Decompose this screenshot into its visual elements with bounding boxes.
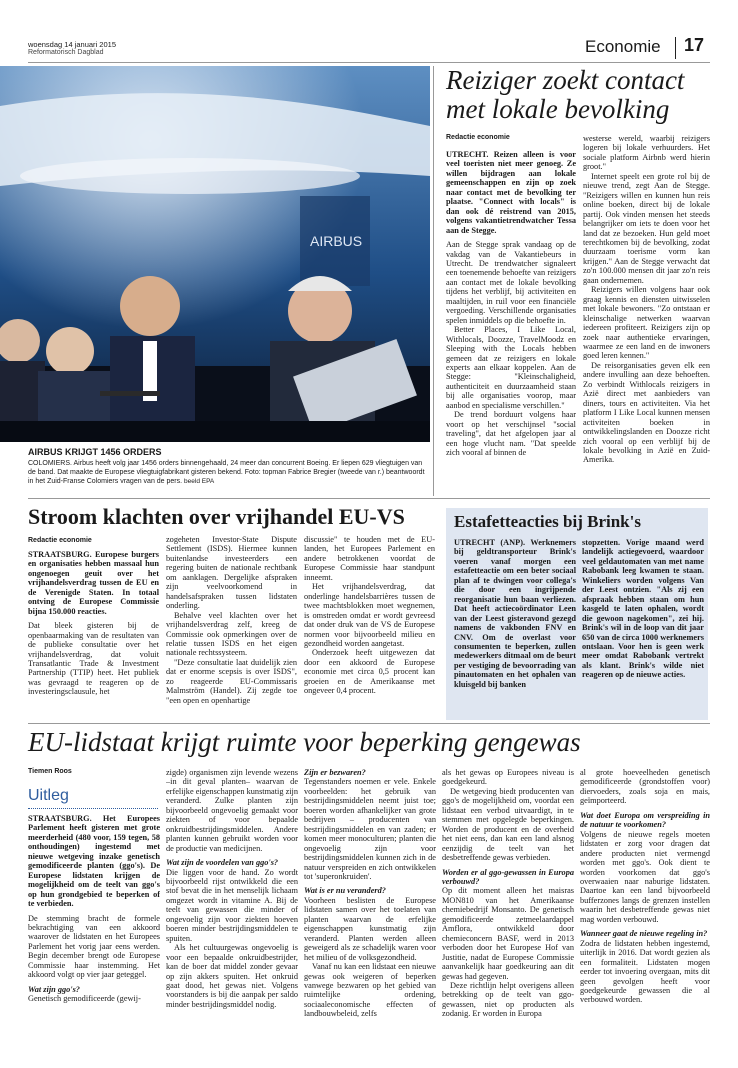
article-1-lead: UTRECHT. Reizen alleen is voor veel toeristen niet meer genoeg. Ze willen bijdragen aan lokale gemeenschappen en zijn op zoek naar contact met de bevolking ter plaatse. "Connect with locals" is dan ook dé reistrend van 2015, volgens vakantietrendwatcher Tessa aan de Stegge. bbox=[446, 150, 576, 235]
article-3-col-1 bbox=[454, 538, 576, 716]
article-1-paragraph: Better Places, I Like Local, Withlocals, Doozze, TravelMoodz en Sleeping with the Locals hebben gemeen dat ze reizigers en lokale experts aan elkaar koppelen. Aan de Stegge: "Kleinschaligheid, authenticiteit en duurzaamheid staan bij alle organisaties voorop, maar aanbod en specialisme verschillen." bbox=[446, 325, 576, 410]
article-2-paragraph: Het vrijhandelsverdrag, dat onderlinge handelsbarrières tussen de twee machtsblokken moet wegnemen, is omstreden omdat er wordt gevreesd dat onder druk van de VS de Europese normen voor bijvoorbeeld milieu en gezondheid worden aangetast. bbox=[304, 582, 435, 648]
page-number: 17 bbox=[684, 35, 705, 55]
article-2-col-2 bbox=[166, 535, 297, 715]
header-rule bbox=[28, 62, 710, 63]
kicker-rule bbox=[28, 808, 158, 809]
article-3-paragraph: stopzetten. Vorige maand werd landelijk actiegevoerd, waardoor veel geldautomaten van met name Rabobank leeg kwamen te staan. Winkeliers worden volgens Van der Leest ontzien. "Als zij een afspraak hebben staan om hun kasgeld te laten ophalen, wordt die gewoon nagekomen", zei hij. Brink's wil in de loop van dit jaar 650 van de circa 1000 werknemers ontslaan. Voor hen is geen werk meer omdat Rabobank vertrekt als klant. Brink's wilde niet reageren op de nieuwe acties. bbox=[582, 538, 704, 680]
article-2-paragraph: Onderzoek heeft uitgewezen dat door een akkoord de Europese economie met circa 0,5 procent kan groeien en de Amerikaanse met ongeveer 0,4 procent. bbox=[304, 648, 435, 696]
issue-date: woensdag 14 januari 2015 bbox=[28, 40, 116, 49]
article-1-paragraph: Internet speelt een grote rol bij de nieuwe trend, zegt Aan de Stegge. "Reizigers willen en kunnen hun reis online boeken, direct bij de lokale partij. Ook vinden mensen het steeds belangrijker om iets te doen voor het land dat ze bezoeken. Hun geld moet terechtkomen bij de bevolking, zodat duurzaam toerisme vorm kan krijgen." Aan de Stegge verwacht dat zo'n 100.000 mensen dit jaar zo'n reis gaan ondernemen. bbox=[583, 171, 710, 285]
article-1-headline: Reiziger zoekt contact met lokale bevolking bbox=[446, 65, 685, 124]
article-4-question: Worden er al ggo-gewassen in Europa verbouwd? bbox=[442, 867, 574, 886]
article-3-headline: Estafetteacties bij Brink's bbox=[454, 512, 641, 531]
article-2-byline: Redactie economie bbox=[28, 537, 92, 544]
article-1-col-2 bbox=[583, 134, 710, 490]
article-4-paragraph: Deze richtlijn helpt overigens alleen betrekking op de teelt van ggo-gewassen, niet op producten als zodanig. Er worden in Europa bbox=[442, 980, 574, 1019]
article-4-paragraph: De wetgeving biedt producenten van ggo's de mogelijkheid om, voordat een lidstaat een verbod uitvaardigt, in te stemmen met opgelegde beperkingen. Worden de producent en de overheid het niet eens, dan kan een land alsnog eenzijdig de teelt van het desbetreffende gewas verbieden. bbox=[442, 786, 574, 863]
photo-caption bbox=[28, 460, 428, 486]
article-2-paragraph: Behalve veel klachten over het vrijhandelsverdrag zelf, kreeg de Commissie ook opmerkingen over de relatie tussen ISDS en het eigen nationale rechtssysteem. bbox=[166, 610, 297, 658]
article-4-paragraph: Die liggen voor de hand. Zo wordt bijvoorbeeld rijst ontwikkeld die een stof bevat die in het menselijk lichaam omgezet wordt in vitamine A. Bij de teelt van gewassen die minder of ongevoelig zijn voor ziekten hoeven boeren minder bestrijdingsmiddelen te spuiten. bbox=[166, 867, 298, 943]
article-4-question: Wat zijn ggo's? bbox=[28, 984, 80, 994]
article-4-paragraph: als het gewas op Europees niveau is goedgekeurd. bbox=[442, 768, 574, 787]
article-4-col-3 bbox=[304, 768, 436, 1064]
article-4-question: Wanneer gaat de nieuwe regeling in? bbox=[580, 929, 708, 939]
article-4-question: Zijn er bezwaren? bbox=[304, 768, 366, 777]
article-4-paragraph: Op dit moment alleen het maisras MON810 van het Amerikaanse chemiebedrijf Monsanto. De genetisch gemodificeerde zetmeelaardappel Amflora, ontwikkeld door chemieconcern BASF, werd in 2013 verboden door het Europese Hof van Justitie, nadat de Europese Commissie aanvankelijk haar goedkeuring aan dit gewas had gegeven. bbox=[442, 886, 574, 981]
article-2-paragraph: "Deze consultatie laat duidelijk zien dat er enorme scepsis is over ISDS", zo reageerde EU-Commissaris Malmström (Handel). Zij zegde toe "een open en openhartige bbox=[166, 657, 297, 705]
article-1-paragraph: De reisorganisaties geven elk een andere invulling aan deze behoeften. Zo verbindt Withlocals reizigers in Azië direct met aanbieders van diners, tours en activiteiten. Via het platform I Like Local kunnen mensen activiteiten boeken in ontwikkelingslanden en Doozze richt zich vooral op een verblijf bij de lokale bevolking in Azië en Zuid-Amerika. bbox=[583, 360, 710, 465]
article-2-paragraph: Dat bleek gisteren bij de openbaarmaking van de resultaten van de publieke consultatie over het vrijhandelsverdrag, dat voluit Transatlantic Trade & Investment Partnership (TTIP) heet. Het publiek was gevraagd te reageren op de investeringsclausule, het bbox=[28, 621, 159, 697]
photo-caption-title: AIRBUS KRIJGT 1456 ORDERS bbox=[28, 447, 162, 457]
article-4-question: Wat doet Europa om verspreiding in de natuur te voorkomen? bbox=[580, 810, 710, 830]
article-2-col-3 bbox=[304, 535, 435, 715]
article-4-byline: Tiemen Roos bbox=[28, 768, 72, 775]
article-4-col-5 bbox=[580, 768, 710, 1064]
article-2-paragraph: zogeheten Investor-State Dispute Settlement (ISDS). Hiermee kunnen buitenlandse investeerders een regering buiten de nationale rechtbank om aanklagen. Dergelijke afspraken zijn veelvoorkomend in handelsafspraken tussen lidstaten onderling. bbox=[166, 535, 297, 611]
article-4-col-2 bbox=[166, 768, 298, 1064]
article-1-paragraph: Aan de Stegge sprak vandaag op de vakdag van de Vakantiebeurs in Utrecht. De trendwatcher signaleert een toenemende behoefte van reizigers aan contact met de lokale bevolking tijdens het verblijf, bij activiteiten en maaltijden, in ruil voor een financiële vergoeding. Verschillende organisaties spelen inmiddels op die behoefte in. bbox=[446, 240, 576, 325]
article-4-headline: EU-lidstaat krijgt ruimte voor beperking gengewas bbox=[28, 727, 581, 757]
column-rule bbox=[433, 66, 434, 496]
photo-illustration bbox=[0, 66, 430, 442]
article-4-question: Wat is er nu veranderd? bbox=[304, 886, 386, 896]
article-4-paragraph: Genetisch gemodificeerde (gewij- bbox=[28, 994, 141, 1004]
article-4-paragraph: Vanaf nu kan een lidstaat een nieuwe gewas ook weigeren of beperken vanwege bezwaren op het gebied van ruimtelijke ordening, sociaaleconomische effecten of landbouwbeleid, zelfs bbox=[304, 962, 436, 1019]
article-4-paragraph: Tegenstanders noemen er vele. Enkele voorbeelden: het gebruik van bestrijdingsmiddelen neemt juist toe; boeren worden afhankelijker van grote bedrijven – producenten van bestrijdingsmiddelen en van zaden; er komen meer monoculturen; planten die ongevoelig zijn voor bestrijdingsmiddelen kunnen zich in de natuur verspreiden en zich ontwikkelen tot 'superonkruiden'. bbox=[304, 777, 436, 881]
article-4-lead: STRAATSBURG. Het Europees Parlement heeft gisteren met grote meerderheid (480 voor, 159 tegen, 58 onthoudingen) ingestemd met nieuwe wetgeving inzake genetisch gemodificeerde planten (ggo's). De Europese lidstaten krijgen de mogelijkheid om de teelt van ggo's op hun grondgebied te beperken of te verbieden. bbox=[28, 814, 160, 909]
airbus-logo-text: AIRBUS bbox=[310, 233, 363, 249]
section-rule bbox=[28, 723, 710, 724]
photo-credit: beeld EPA bbox=[184, 477, 215, 485]
article-1-byline: Redactie economie bbox=[446, 134, 510, 141]
press-conference-photo bbox=[0, 66, 430, 442]
article-2-col-1 bbox=[28, 550, 159, 715]
article-1-paragraph: De trend borduurt volgens haar voort op het verschijnsel "social traveling", dat het afgelopen jaar al een hoge vlucht nam. "Dat speelde zich vooral af binnen de bbox=[446, 410, 576, 458]
article-4-paragraph: Volgens de nieuwe regels moeten lidstaten er zorg voor dragen dat andere producten niet vermengd worden met ggo's. Ook dient te worden voorkomen dat ggo's overwaaien naar naburige lidstaten. Daartoe kan een land bijvoorbeeld bufferzones langs de grenzen instellen waarin het desbetreffende gewas niet mag worden verbouwd. bbox=[580, 829, 710, 924]
article-1-paragraph: westerse wereld, waarbij reizigers logeren bij lokale verhuurders. Het sociale platform Airbnb werd hierin groot." bbox=[583, 134, 710, 172]
article-2-lead: STRAATSBURG. Europese burgers en organisaties hebben massaal hun ongenoegen geuit over het vrijhandelsverdrag tussen de EU en de Verenigde Staten. In totaal ontving de Europese Commissie bijna 150.000 reacties. bbox=[28, 550, 159, 616]
section-rule bbox=[28, 498, 710, 499]
article-4-paragraph: Voorheen beslisten de Europese lidstaten samen over het toelaten van planten waarvan de erfelijke eigenschappen kunstmatig zijn veranderd. Planten werden alleen geweigerd als ze schadelijk waren voor het milieu of de volksgezondheid. bbox=[304, 895, 436, 962]
article-4-col-1 bbox=[28, 814, 160, 1064]
article-2-paragraph: discussie" te houden met de EU-landen, het Europees Parlement en andere betrokkenen voordat de Europese Commissie haar standpunt inneemt. bbox=[304, 535, 435, 582]
photo-caption-body: COLOMIERS. Airbus heeft volg jaar 1456 orders binnengehaald, 24 meer dan concurrent Boeing. Er liepen 629 vliegtuigen van de band. Dat maakte de Europese vliegtuigfabrikant gisteren bekend. Foto: topman Fabrice Bregier (tweede van r.) beantwoordt in het Zuid-Franse Colomiers vragen van de pers. bbox=[28, 460, 425, 485]
article-4-col-4 bbox=[442, 768, 574, 1064]
paper-name: Reformatorisch Dagblad bbox=[28, 49, 104, 56]
article-4-question: Wat zijn de voordelen van ggo's? bbox=[166, 858, 279, 868]
article-3-col-2 bbox=[582, 538, 704, 716]
article-4-paragraph: Als het cultuurgewas ongevoelig is voor een bepaalde onkruidbestrijder, kan de boer dat middel zonder gevaar op zijn akkers spuiten. Het onkruid gaat dood, het gewas niet. Volgens voorstanders is bij die aanpak per saldo minder bestrijdingsmiddel nodig. bbox=[166, 943, 298, 1009]
article-1-paragraph: Reizigers willen volgens haar ook graag kennis en diensten uitwisselen met lokale bewoners. "Zo ontstaan er kleinschalige netwerken waarvan iedereen profiteert. Reizigers zijn op zoek naar authentieke ervaringen, waarmee ze een land en de inwoners goed leren kennen." bbox=[583, 285, 710, 361]
article-4-paragraph: zigde) organismen zijn levende wezens –in dit geval planten– waarvan de erfelijke eigenschappen kunstmatig zijn veranderd. Zulke planten zijn bijvoorbeeld ongevoelig gemaakt voor ziekten of voor bepaalde onkruidbestrijdingsmiddelen. Andere planten kunnen gebruikt worden voor de productie van medicijnen. bbox=[166, 768, 298, 853]
article-4-paragraph: De stemming bracht de formele bekrachtiging van een akkoord waarover de lidstaten en het Europees Parlement het vorig jaar eens werden. Begin december brengt ode Europese Commissie haar instemming. Het akkoord volgt op vier jaar geteggel. bbox=[28, 913, 160, 980]
article-4-kicker: Uitleg bbox=[28, 787, 69, 804]
article-3-lead: UTRECHT (ANP). Werknemers bij geldtransporteur Brink's voeren vanaf morgen een estafetteactie om een beter sociaal plan af te dwingen voor collega's die door een ingrijpende reorganisatie hun baan verliezen. Dat heeft actiecoördinator Leen van der Leest gisteravond gezegd namens de vakbonden FNV en CNV. Om de overlast voor consumenten te beperken, zullen medewerkers ditmaal om de beurt per vestiging de bevoorrading van pinautomaten en het ophalen van kluisgeld bij banken bbox=[454, 538, 576, 689]
header-divider bbox=[675, 37, 676, 59]
article-1-col-1 bbox=[446, 150, 576, 490]
article-2-headline: Stroom klachten over vrijhandel EU-VS bbox=[28, 504, 405, 529]
article-4-paragraph: al grote hoeveelheden genetisch gemodificeerde (grondstoffen voor) diervoeders, zoals soja en mais, geïmporteerd. bbox=[580, 768, 710, 806]
article-4-paragraph: Zodra de lidstaten hebben ingestemd, uiterlijk in 2016. Dat wordt gezien als een formaliteit. Lidstaten mogen eerder tot invoering overgaan, mits dit geen gevolgen heeft voor goedgekeurde gewassen die al verbouwd worden. bbox=[580, 938, 710, 1005]
section-name: Economie bbox=[585, 37, 661, 56]
